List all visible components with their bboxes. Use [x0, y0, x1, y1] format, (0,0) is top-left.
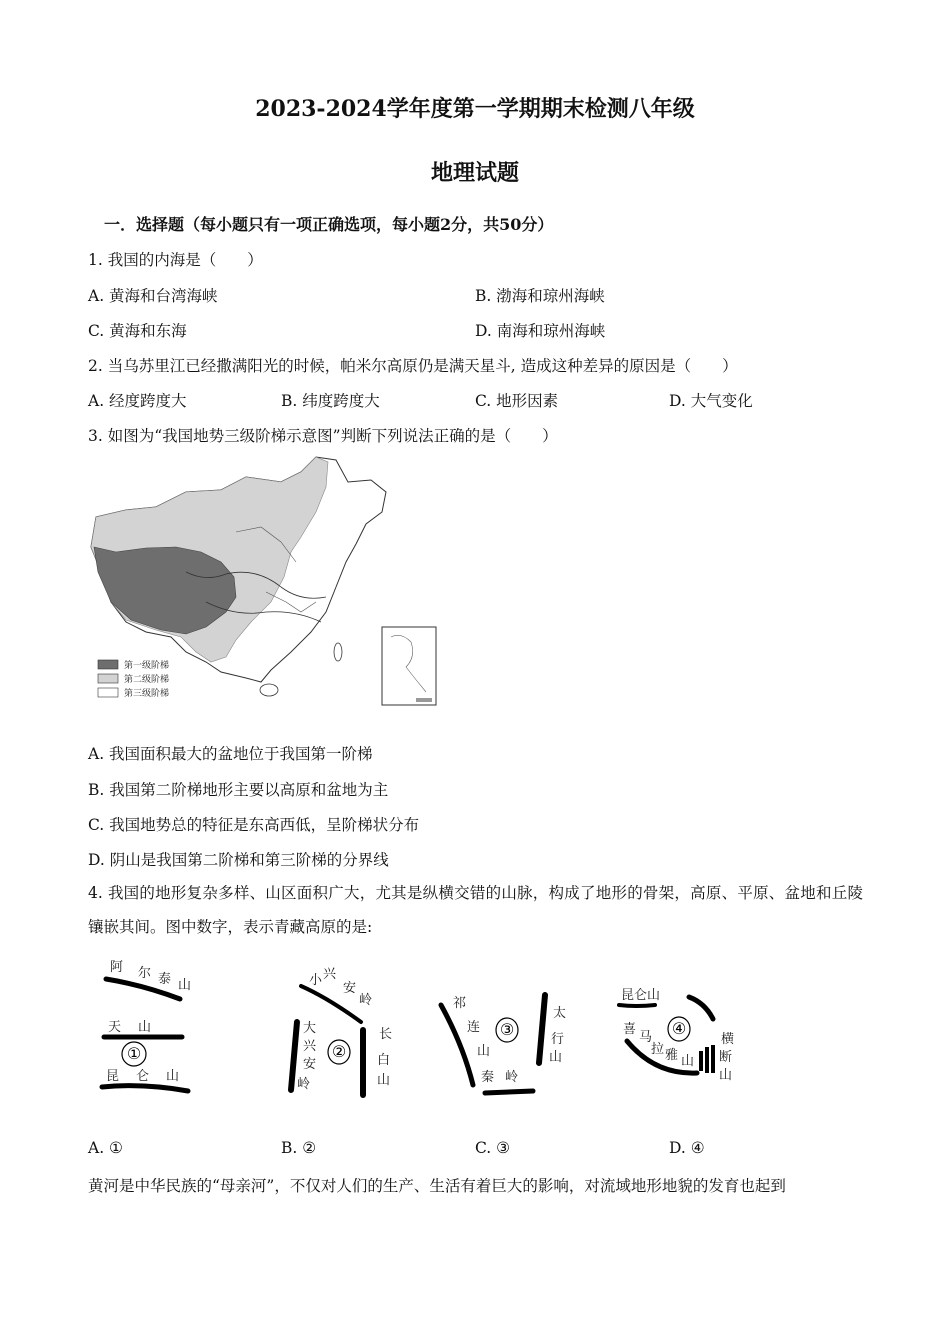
svg-text:山: 山: [477, 1044, 491, 1059]
svg-text:太: 太: [553, 1006, 567, 1021]
svg-text:兴: 兴: [303, 1039, 317, 1054]
q3-option-d: D. 阴山是我国第二阶梯和第三阶梯的分界线: [88, 851, 389, 869]
legend-step2-swatch: [98, 674, 118, 683]
svg-text:山: 山: [681, 1054, 695, 1069]
q4-figure-2: [283, 960, 403, 1100]
q4-figure-1: [98, 955, 198, 1100]
q2-stem: 2. 当乌苏里江已经撒满阳光的时候，帕米尔高原仍是满天星斗, 造成这种差异的原因是（ ）: [88, 357, 738, 375]
q3-stem: 3. 如图为“我国地势三级阶梯示意图”判断下列说法正确的是（ ）: [88, 427, 558, 445]
svg-text:祁: 祁: [453, 996, 467, 1011]
svg-text:山: 山: [549, 1050, 563, 1065]
q4-option-a: A. ①: [88, 1139, 123, 1157]
svg-text:断: 断: [719, 1050, 733, 1065]
legend-step3-label: 第三级阶梯: [124, 689, 170, 699]
q1-option-b: B. 渤海和琼州海峡: [475, 287, 605, 305]
svg-text:岭: 岭: [297, 1077, 311, 1092]
q3-option-a: A. 我国面积最大的盆地位于我国第一阶梯: [88, 745, 373, 763]
svg-text:安: 安: [343, 981, 357, 996]
q4-figure-4: [615, 985, 745, 1085]
exam-title: 2023-2024学年度第一学期期末检测八年级: [255, 96, 695, 122]
svg-text:天: 天: [108, 1020, 122, 1035]
svg-text:连: 连: [467, 1020, 481, 1035]
q2-option-c: C. 地形因素: [475, 392, 559, 410]
svg-text:山: 山: [166, 1069, 180, 1084]
svg-text:安: 安: [303, 1057, 317, 1072]
q4-option-d: D. ④: [669, 1139, 705, 1157]
svg-text:白: 白: [377, 1053, 391, 1068]
legend-step2-label: 第二级阶梯: [124, 675, 170, 685]
q1-option-a: A. 黄海和台湾海峡: [88, 287, 218, 305]
svg-text:拉: 拉: [651, 1042, 665, 1057]
svg-text:山: 山: [178, 978, 192, 993]
section-heading: 一．选择题（每小题只有一项正确选项，每小题2分，共50分）: [104, 215, 554, 234]
svg-text:泰: 泰: [158, 972, 172, 987]
svg-text:行: 行: [551, 1032, 565, 1047]
svg-text:马: 马: [639, 1030, 653, 1045]
q4-figure-3: [435, 985, 575, 1100]
legend-step3-swatch: [98, 688, 118, 697]
svg-text:昆: 昆: [106, 1069, 120, 1084]
q2-option-a: A. 经度跨度大: [88, 392, 187, 410]
q2-option-d: D. 大气变化: [669, 392, 753, 410]
svg-text:阿: 阿: [110, 960, 124, 975]
svg-text:岭: 岭: [359, 993, 373, 1008]
svg-text:小: 小: [309, 973, 323, 988]
svg-text:岭: 岭: [505, 1070, 519, 1085]
q4-figure-4-number: ④: [671, 1019, 687, 1038]
q4-option-c: C. ③: [475, 1139, 511, 1157]
svg-text:仑: 仑: [136, 1069, 150, 1084]
legend-step1-swatch: [98, 660, 118, 669]
q4-figure-2-number: ②: [331, 1042, 347, 1061]
legend-step1-label: 第一级阶梯: [124, 661, 170, 671]
svg-text:喜: 喜: [623, 1022, 637, 1037]
terrain-steps-map: [86, 452, 441, 712]
q1-option-c: C. 黄海和东海: [88, 322, 187, 340]
svg-text:兴: 兴: [323, 967, 337, 982]
svg-text:昆仑山: 昆仑山: [621, 988, 661, 1003]
svg-text:山: 山: [138, 1020, 152, 1035]
q3-option-c: C. 我国地势总的特征是东高西低，呈阶梯状分布: [88, 816, 420, 834]
q1-stem: 1. 我国的内海是（ ）: [88, 251, 263, 269]
svg-text:秦: 秦: [481, 1070, 495, 1085]
svg-text:长: 长: [379, 1027, 393, 1042]
svg-text:尔: 尔: [138, 966, 152, 981]
q1-option-d: D. 南海和琼州海峡: [475, 322, 606, 340]
q4-figure-3-number: ③: [499, 1020, 515, 1039]
q2-option-b: B. 纬度跨度大: [281, 392, 380, 410]
svg-text:山: 山: [377, 1073, 391, 1088]
svg-text:横: 横: [721, 1032, 735, 1047]
svg-text:山: 山: [719, 1068, 733, 1083]
south-china-sea-inset: [382, 627, 436, 705]
q4-stem: 4. 我国的地形复杂多样、山区面积广大，尤其是纵横交错的山脉，构成了地形的骨架，高原、平原、盆地和丘陵镶嵌其间。图中数字，表示青藏高原的是:: [88, 884, 863, 936]
q4-option-b: B. ②: [281, 1139, 317, 1157]
passage-text: 黄河是中华民族的“母亲河”，不仅对人们的生产、生活有着巨大的影响，对流域地形地貌的发育也起到: [88, 1177, 786, 1195]
q4-figure-1-number: ①: [126, 1044, 142, 1063]
svg-text:大: 大: [303, 1021, 317, 1036]
svg-text:雅: 雅: [665, 1048, 679, 1063]
q3-option-b: B. 我国第二阶梯地形主要以高原和盆地为主: [88, 781, 389, 799]
exam-subtitle: 地理试题: [430, 160, 519, 186]
